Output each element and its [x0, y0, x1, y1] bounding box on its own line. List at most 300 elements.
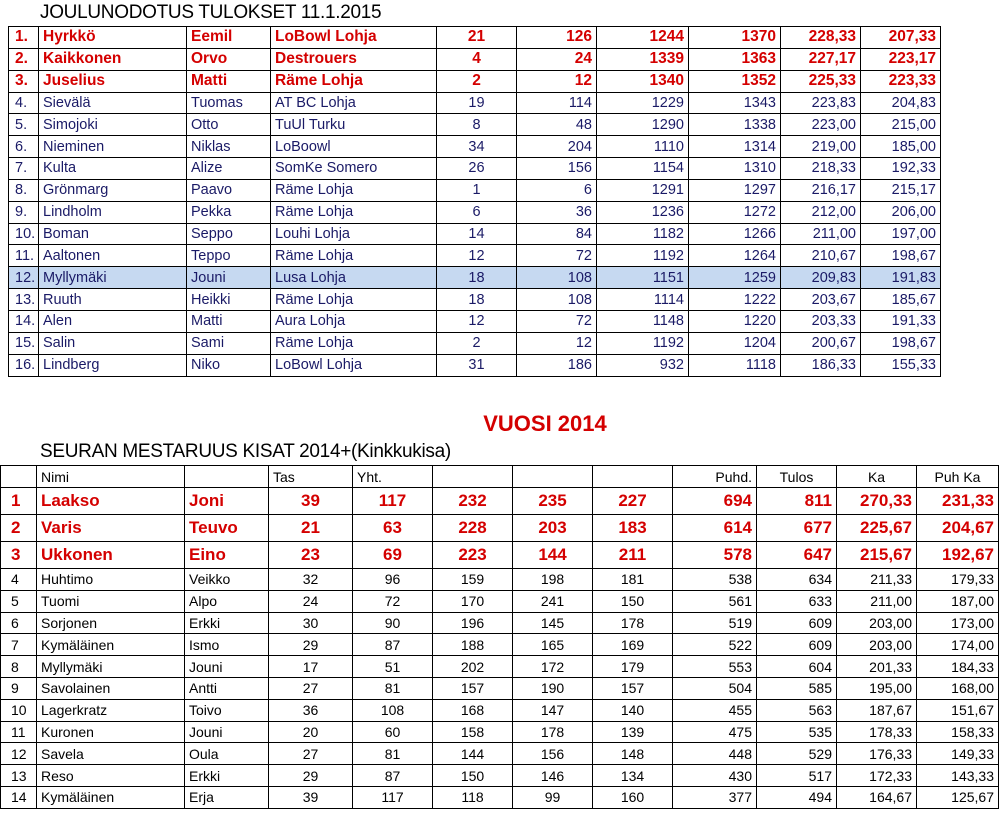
row-club: LoBowl Lohja	[271, 354, 437, 376]
row-puhd: 455	[673, 699, 757, 721]
row-puhd: 578	[673, 542, 757, 569]
table-row	[9, 289, 941, 311]
row-tas: 32	[269, 569, 353, 591]
row-total: 1314	[689, 136, 781, 158]
row-handicap: 8	[437, 114, 517, 136]
row-game-1: 223	[433, 542, 513, 569]
row-total: 1363	[689, 48, 781, 70]
row-game-1: 232	[433, 488, 513, 515]
championship-subtitle: SEURAN MESTARUUS KISAT 2014+(Kinkkukisa)	[40, 441, 451, 462]
row-puhd: 377	[673, 786, 757, 808]
row-average: 216,17	[781, 179, 861, 201]
club-championship-table	[0, 465, 999, 809]
row-game-1: 159	[433, 569, 513, 591]
row-game-1: 188	[433, 634, 513, 656]
row-scratch-average: 192,33	[861, 158, 941, 180]
row-first-name: Alpo	[185, 590, 269, 612]
row-first-name: Matti	[187, 70, 271, 92]
row-first-name: Joni	[185, 488, 269, 515]
row-rank: 2	[1, 515, 37, 542]
row-last-name: Hyrkkö	[39, 27, 187, 49]
row-scratch-average: 191,33	[861, 310, 941, 332]
row-total: 1338	[689, 114, 781, 136]
row-game-3: 169	[593, 634, 673, 656]
row-yht: 87	[353, 634, 433, 656]
row-last-name: Lagerkratz	[37, 699, 185, 721]
row-handicap-total: 12	[517, 332, 597, 354]
row-handicap: 12	[437, 310, 517, 332]
table-row	[9, 158, 941, 180]
row-first-name: Antti	[185, 677, 269, 699]
row-handicap-total: 12	[517, 70, 597, 92]
row-game-3: 139	[593, 721, 673, 743]
row-first-name: Veikko	[185, 569, 269, 591]
row-average: 223,00	[781, 114, 861, 136]
row-last-name: Savela	[37, 743, 185, 765]
row-rank: 5	[1, 590, 37, 612]
row-handicap-total: 108	[517, 289, 597, 311]
row-ka: 176,33	[837, 743, 917, 765]
row-puhd: 430	[673, 765, 757, 787]
row-ka: 211,33	[837, 569, 917, 591]
row-position: 11.	[9, 245, 39, 267]
row-scratch-average: 191,83	[861, 267, 941, 289]
row-total: 1370	[689, 27, 781, 49]
row-scratch: 1290	[597, 114, 689, 136]
row-puhka: 143,33	[917, 765, 999, 787]
table-row	[9, 114, 941, 136]
row-scratch-average: 207,33	[861, 27, 941, 49]
table-row	[9, 267, 941, 289]
row-scratch: 1114	[597, 289, 689, 311]
row-scratch: 1340	[597, 70, 689, 92]
row-handicap: 2	[437, 70, 517, 92]
table-row	[9, 92, 941, 114]
row-scratch: 1192	[597, 245, 689, 267]
row-game-1: 228	[433, 515, 513, 542]
row-tas: 39	[269, 488, 353, 515]
row-total: 1222	[689, 289, 781, 311]
row-last-name: Laakso	[37, 488, 185, 515]
row-total: 1352	[689, 70, 781, 92]
row-puhd: 694	[673, 488, 757, 515]
row-total: 1297	[689, 179, 781, 201]
row-club: SomKe Somero	[271, 158, 437, 180]
row-last-name: Juselius	[39, 70, 187, 92]
row-game-3: 140	[593, 699, 673, 721]
table-row	[1, 743, 999, 765]
row-first-name: Matti	[187, 310, 271, 332]
row-first-name: Tuomas	[187, 92, 271, 114]
row-scratch-average: 215,17	[861, 179, 941, 201]
row-average: 219,00	[781, 136, 861, 158]
row-average: 203,33	[781, 310, 861, 332]
row-average: 209,83	[781, 267, 861, 289]
row-puhd: 561	[673, 590, 757, 612]
table-row	[1, 612, 999, 634]
row-tas: 39	[269, 786, 353, 808]
row-tas: 29	[269, 634, 353, 656]
row-game-2: 99	[513, 786, 593, 808]
table-row	[9, 27, 941, 49]
table-row	[1, 590, 999, 612]
row-yht: 87	[353, 765, 433, 787]
row-average: 228,33	[781, 27, 861, 49]
row-ka: 195,00	[837, 677, 917, 699]
row-handicap: 26	[437, 158, 517, 180]
row-handicap: 2	[437, 332, 517, 354]
table-row	[9, 136, 941, 158]
row-average: 225,33	[781, 70, 861, 92]
row-handicap-total: 36	[517, 201, 597, 223]
table-row	[1, 699, 999, 721]
row-tas: 30	[269, 612, 353, 634]
row-first-name: Niklas	[187, 136, 271, 158]
table-row	[1, 542, 999, 569]
row-position: 10.	[9, 223, 39, 245]
header-yht: Yht.	[353, 466, 433, 488]
row-handicap-total: 6	[517, 179, 597, 201]
row-total: 1310	[689, 158, 781, 180]
row-position: 8.	[9, 179, 39, 201]
row-total: 1272	[689, 201, 781, 223]
row-club: Räme Lohja	[271, 179, 437, 201]
row-tas: 36	[269, 699, 353, 721]
row-last-name: Kulta	[39, 158, 187, 180]
row-scratch: 1236	[597, 201, 689, 223]
row-game-3: 178	[593, 612, 673, 634]
row-yht: 117	[353, 786, 433, 808]
row-rank: 8	[1, 656, 37, 678]
row-handicap: 14	[437, 223, 517, 245]
row-first-name: Jouni	[187, 267, 271, 289]
row-tulos: 517	[757, 765, 837, 787]
row-first-name: Orvo	[187, 48, 271, 70]
row-tulos: 535	[757, 721, 837, 743]
row-puhd: 475	[673, 721, 757, 743]
row-puhka: 149,33	[917, 743, 999, 765]
row-yht: 108	[353, 699, 433, 721]
row-game-2: 146	[513, 765, 593, 787]
standings-body	[1, 466, 999, 809]
row-tas: 17	[269, 656, 353, 678]
row-rank: 4	[1, 569, 37, 591]
row-rank: 12	[1, 743, 37, 765]
row-club: Räme Lohja	[271, 332, 437, 354]
row-total: 1204	[689, 332, 781, 354]
row-scratch: 1244	[597, 27, 689, 49]
row-club: Räme Lohja	[271, 70, 437, 92]
row-puhka: 179,33	[917, 569, 999, 591]
row-game-1: 144	[433, 743, 513, 765]
header-puhka: Puh Ka	[917, 466, 999, 488]
row-club: AT BC Lohja	[271, 92, 437, 114]
row-rank: 14	[1, 786, 37, 808]
table-row	[1, 721, 999, 743]
row-last-name: Tuomi	[37, 590, 185, 612]
row-club: LoBoowl	[271, 136, 437, 158]
row-first-name: Eemil	[187, 27, 271, 49]
row-position: 14.	[9, 310, 39, 332]
row-scratch: 1182	[597, 223, 689, 245]
row-first-name: Paavo	[187, 179, 271, 201]
row-ka: 187,67	[837, 699, 917, 721]
row-puhd: 538	[673, 569, 757, 591]
row-first-name: Eino	[185, 542, 269, 569]
row-last-name: Grönmarg	[39, 179, 187, 201]
row-handicap: 31	[437, 354, 517, 376]
row-handicap: 19	[437, 92, 517, 114]
row-game-2: 198	[513, 569, 593, 591]
row-tulos: 647	[757, 542, 837, 569]
row-handicap-total: 186	[517, 354, 597, 376]
header-ka: Ka	[837, 466, 917, 488]
row-last-name: Sorjonen	[37, 612, 185, 634]
row-last-name: Varis	[37, 515, 185, 542]
row-puhka: 168,00	[917, 677, 999, 699]
row-club: TuUl Turku	[271, 114, 437, 136]
row-scratch-average: 206,00	[861, 201, 941, 223]
row-puhka: 174,00	[917, 634, 999, 656]
row-yht: 81	[353, 743, 433, 765]
row-handicap-total: 72	[517, 245, 597, 267]
row-position: 13.	[9, 289, 39, 311]
row-game-3: 211	[593, 542, 673, 569]
row-ka: 203,00	[837, 634, 917, 656]
row-game-1: 196	[433, 612, 513, 634]
row-position: 9.	[9, 201, 39, 223]
row-last-name: Lindberg	[39, 354, 187, 376]
row-scratch-average: 185,67	[861, 289, 941, 311]
row-first-name: Sami	[187, 332, 271, 354]
table-row	[9, 245, 941, 267]
row-rank: 7	[1, 634, 37, 656]
row-ka: 178,33	[837, 721, 917, 743]
row-handicap-total: 204	[517, 136, 597, 158]
row-puhka: 192,67	[917, 542, 999, 569]
row-scratch: 932	[597, 354, 689, 376]
row-tas: 27	[269, 743, 353, 765]
row-handicap: 34	[437, 136, 517, 158]
row-scratch-average: 198,67	[861, 245, 941, 267]
row-first-name: Seppo	[187, 223, 271, 245]
row-tas: 29	[269, 765, 353, 787]
table-row	[9, 179, 941, 201]
table-row	[1, 677, 999, 699]
row-last-name: Boman	[39, 223, 187, 245]
row-puhd: 614	[673, 515, 757, 542]
row-last-name: Savolainen	[37, 677, 185, 699]
row-ka: 172,33	[837, 765, 917, 787]
row-scratch: 1110	[597, 136, 689, 158]
row-scratch: 1339	[597, 48, 689, 70]
row-yht: 81	[353, 677, 433, 699]
row-game-1: 170	[433, 590, 513, 612]
row-scratch: 1291	[597, 179, 689, 201]
row-first-name: Erja	[185, 786, 269, 808]
row-puhd: 553	[673, 656, 757, 678]
row-first-name: Teppo	[187, 245, 271, 267]
header-tulos: Tulos	[757, 466, 837, 488]
row-scratch-average: 223,17	[861, 48, 941, 70]
row-yht: 51	[353, 656, 433, 678]
header-name: Nimi	[37, 466, 185, 488]
table-row	[9, 70, 941, 92]
row-last-name: Kuronen	[37, 721, 185, 743]
row-handicap-total: 48	[517, 114, 597, 136]
row-yht: 69	[353, 542, 433, 569]
table-row	[9, 332, 941, 354]
table-row	[1, 765, 999, 787]
row-puhd: 448	[673, 743, 757, 765]
table-row	[9, 354, 941, 376]
header-puhd: Puhd.	[673, 466, 757, 488]
row-puhd: 519	[673, 612, 757, 634]
row-position: 6.	[9, 136, 39, 158]
row-last-name: Lindholm	[39, 201, 187, 223]
row-handicap: 6	[437, 201, 517, 223]
row-game-3: 148	[593, 743, 673, 765]
row-total: 1343	[689, 92, 781, 114]
row-scratch: 1154	[597, 158, 689, 180]
row-rank: 1	[1, 488, 37, 515]
row-last-name: Huhtimo	[37, 569, 185, 591]
table-row	[9, 201, 941, 223]
row-game-2: 235	[513, 488, 593, 515]
row-puhka: 151,67	[917, 699, 999, 721]
row-average: 218,33	[781, 158, 861, 180]
row-first-name: Alize	[187, 158, 271, 180]
row-club: LoBowl Lohja	[271, 27, 437, 49]
row-ka: 201,33	[837, 656, 917, 678]
row-ka: 203,00	[837, 612, 917, 634]
row-scratch-average: 155,33	[861, 354, 941, 376]
row-handicap-total: 84	[517, 223, 597, 245]
row-tulos: 633	[757, 590, 837, 612]
row-game-3: 157	[593, 677, 673, 699]
row-last-name: Myllymäki	[37, 656, 185, 678]
row-tulos: 604	[757, 656, 837, 678]
row-game-1: 157	[433, 677, 513, 699]
row-game-2: 147	[513, 699, 593, 721]
row-tas: 21	[269, 515, 353, 542]
row-club: Räme Lohja	[271, 289, 437, 311]
table-row	[1, 515, 999, 542]
row-average: 203,67	[781, 289, 861, 311]
row-last-name: Reso	[37, 765, 185, 787]
row-last-name: Nieminen	[39, 136, 187, 158]
row-tulos: 811	[757, 488, 837, 515]
row-tas: 27	[269, 677, 353, 699]
row-handicap-total: 108	[517, 267, 597, 289]
row-ka: 225,67	[837, 515, 917, 542]
row-rank: 6	[1, 612, 37, 634]
table-row	[9, 223, 941, 245]
row-tulos: 634	[757, 569, 837, 591]
row-puhka: 231,33	[917, 488, 999, 515]
table-row	[1, 656, 999, 678]
row-first-name: Erkki	[185, 612, 269, 634]
row-tulos: 609	[757, 634, 837, 656]
row-handicap: 18	[437, 289, 517, 311]
row-handicap-total: 126	[517, 27, 597, 49]
row-first-name: Heikki	[187, 289, 271, 311]
row-scratch-average: 185,00	[861, 136, 941, 158]
row-tulos: 494	[757, 786, 837, 808]
row-ka: 164,67	[837, 786, 917, 808]
row-scratch-average: 198,67	[861, 332, 941, 354]
row-average: 212,00	[781, 201, 861, 223]
table-row	[9, 48, 941, 70]
row-ka: 215,67	[837, 542, 917, 569]
row-position: 4.	[9, 92, 39, 114]
row-game-2: 156	[513, 743, 593, 765]
row-scratch: 1148	[597, 310, 689, 332]
row-last-name: Salin	[39, 332, 187, 354]
row-handicap-total: 72	[517, 310, 597, 332]
row-position: 1.	[9, 27, 39, 49]
row-puhka: 158,33	[917, 721, 999, 743]
row-rank: 10	[1, 699, 37, 721]
row-game-3: 227	[593, 488, 673, 515]
row-rank: 13	[1, 765, 37, 787]
row-last-name: Sievälä	[39, 92, 187, 114]
row-last-name: Kaikkonen	[39, 48, 187, 70]
row-position: 2.	[9, 48, 39, 70]
row-handicap-total: 156	[517, 158, 597, 180]
row-puhka: 173,00	[917, 612, 999, 634]
row-first-name: Jouni	[185, 721, 269, 743]
row-last-name: Simojoki	[39, 114, 187, 136]
row-scratch: 1192	[597, 332, 689, 354]
row-scratch-average: 204,83	[861, 92, 941, 114]
results-title: JOULUNODOTUS TULOKSET 11.1.2015	[40, 2, 382, 23]
row-rank: 11	[1, 721, 37, 743]
row-average: 227,17	[781, 48, 861, 70]
year-heading: VUOSI 2014	[483, 411, 607, 436]
row-last-name: Myllymäki	[39, 267, 187, 289]
row-game-2: 178	[513, 721, 593, 743]
results-body	[9, 27, 941, 377]
row-handicap: 1	[437, 179, 517, 201]
row-position: 15.	[9, 332, 39, 354]
row-handicap: 21	[437, 27, 517, 49]
row-last-name: Ruuth	[39, 289, 187, 311]
row-club: Lusa Lohja	[271, 267, 437, 289]
row-last-name: Kymäläinen	[37, 786, 185, 808]
row-puhka: 204,67	[917, 515, 999, 542]
row-puhd: 522	[673, 634, 757, 656]
table-row	[1, 488, 999, 515]
row-handicap: 4	[437, 48, 517, 70]
row-puhka: 184,33	[917, 656, 999, 678]
row-ka: 211,00	[837, 590, 917, 612]
table-row	[1, 634, 999, 656]
row-position: 7.	[9, 158, 39, 180]
row-club: Räme Lohja	[271, 201, 437, 223]
row-handicap: 18	[437, 267, 517, 289]
row-game-2: 172	[513, 656, 593, 678]
row-game-3: 183	[593, 515, 673, 542]
row-total: 1220	[689, 310, 781, 332]
header-tas: Tas	[269, 466, 353, 488]
row-game-1: 150	[433, 765, 513, 787]
row-average: 223,83	[781, 92, 861, 114]
row-club: Destrouers	[271, 48, 437, 70]
table-row	[1, 569, 999, 591]
row-position: 12.	[9, 267, 39, 289]
row-game-3: 160	[593, 786, 673, 808]
